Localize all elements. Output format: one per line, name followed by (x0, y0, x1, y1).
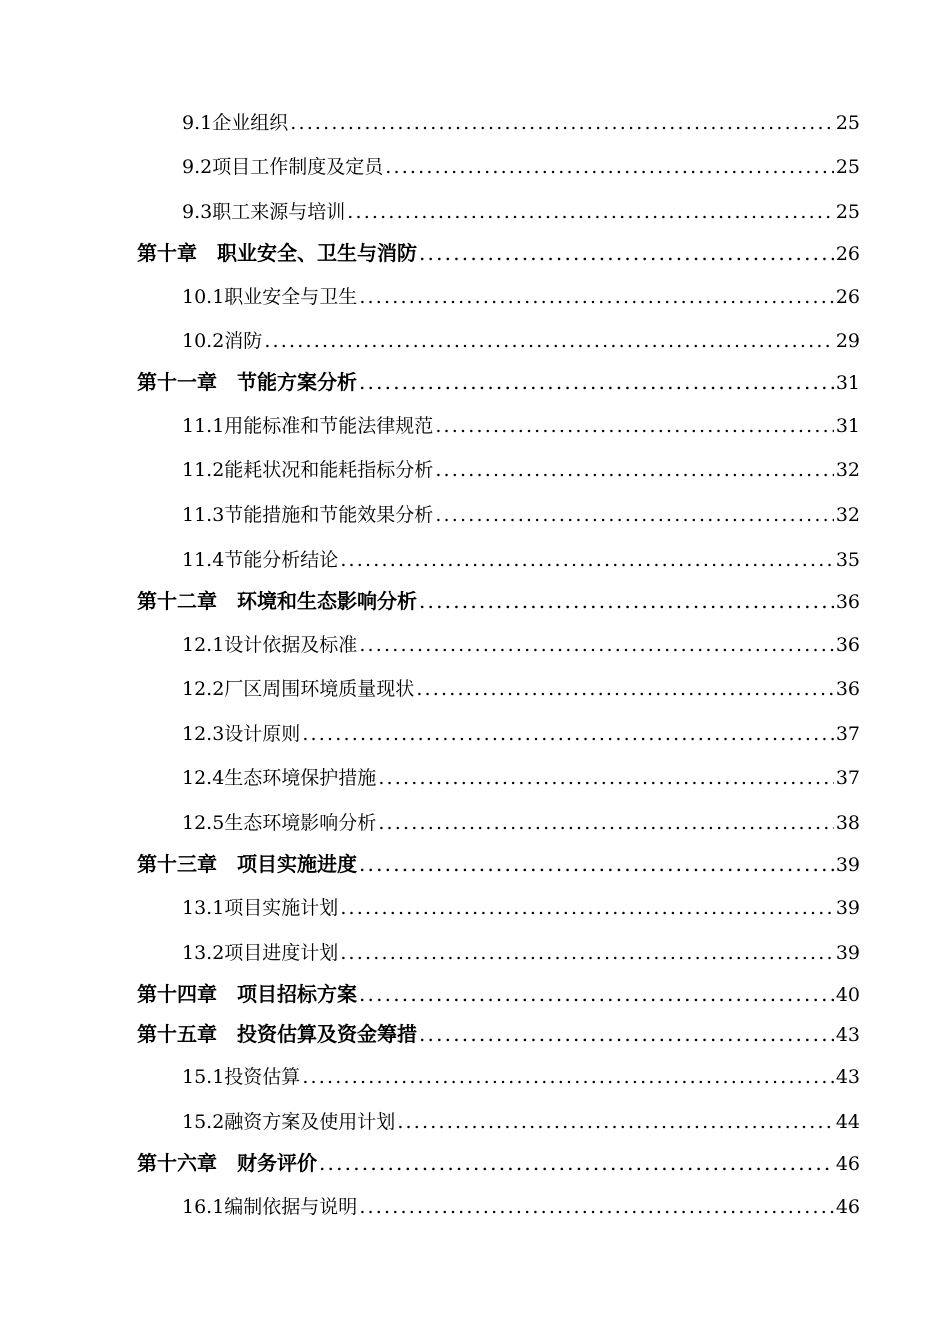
toc-page-number: 25 (835, 156, 860, 178)
toc-entry-title: 12.4生态环境保护措施 (182, 767, 377, 789)
toc-entry-title: 11.1用能标准和节能法律规范 (182, 415, 434, 437)
toc-page-number: 39 (835, 897, 860, 919)
toc-entry-title: 9.1企业组织 (182, 112, 289, 134)
toc-page-number: 29 (835, 330, 860, 352)
toc-section-entry (182, 197, 860, 224)
toc-page-number: 39 (835, 942, 860, 964)
toc-page-number: 43 (835, 1066, 860, 1088)
toc-entry-title: 15.1投资估算 (182, 1066, 301, 1088)
toc-chapter-entry (137, 366, 860, 395)
toc-section-entry (182, 630, 860, 657)
dot-leader (359, 286, 834, 308)
dot-leader (359, 982, 834, 1006)
toc-section-entry (182, 893, 860, 920)
dot-leader (302, 723, 834, 745)
toc-page-number: 35 (835, 549, 860, 571)
toc-entry-title: 15.2融资方案及使用计划 (182, 1111, 396, 1133)
dot-leader (378, 812, 834, 834)
toc-entry-title: 第十一章 节能方案分析 (137, 370, 357, 394)
toc-chapter-entry (137, 1147, 860, 1176)
dot-leader (435, 459, 834, 481)
toc-page-number: 25 (835, 201, 860, 223)
dot-leader (378, 767, 834, 789)
dot-leader (435, 415, 834, 437)
toc-entry-title: 第十六章 财务评价 (137, 1151, 317, 1175)
toc-section-entry (182, 326, 860, 353)
toc-page-number: 37 (835, 723, 860, 745)
dot-leader (340, 942, 834, 964)
toc-entry-title: 10.2消防 (182, 330, 263, 352)
toc-section-entry (182, 938, 860, 965)
toc-section-entry (182, 282, 860, 309)
toc-page-number: 26 (835, 243, 860, 265)
dot-leader (359, 370, 834, 394)
toc-page-number: 36 (835, 591, 860, 613)
toc-chapter-entry (137, 237, 860, 266)
toc-page-number: 39 (835, 854, 860, 876)
toc-section-entry (182, 108, 860, 135)
dot-leader (347, 201, 834, 223)
dot-leader (359, 634, 834, 656)
toc-entry-title: 12.3设计原则 (182, 723, 301, 745)
toc-page-number: 46 (835, 1153, 860, 1175)
toc-page-number: 32 (835, 504, 860, 526)
toc-entry-title: 13.2项目进度计划 (182, 942, 339, 964)
toc-section-entry (182, 455, 860, 482)
toc-section-entry (182, 763, 860, 790)
toc-entry-title: 第十五章 投资估算及资金筹措 (137, 1022, 417, 1046)
toc-entry-title: 第十二章 环境和生态影响分析 (137, 589, 417, 613)
toc-section-entry (182, 500, 860, 527)
toc-chapter-entry (137, 1018, 860, 1047)
toc-section-entry (182, 719, 860, 746)
dot-leader (416, 678, 834, 700)
toc-section-entry (182, 674, 860, 701)
toc-entry-title: 13.1项目实施计划 (182, 897, 339, 919)
toc-page-number: 38 (835, 812, 860, 834)
dot-leader (435, 504, 834, 526)
toc-entry-title: 第十章 职业安全、卫生与消防 (137, 241, 417, 265)
toc-entry-title: 11.3节能措施和节能效果分析 (182, 504, 434, 526)
toc-page-number: 36 (835, 634, 860, 656)
toc-page-number: 40 (835, 984, 860, 1006)
toc-page-number: 32 (835, 459, 860, 481)
dot-leader (264, 330, 834, 352)
toc-page-number: 26 (835, 286, 860, 308)
toc-page-number: 46 (835, 1196, 860, 1218)
toc-page-number: 43 (835, 1024, 860, 1046)
toc-section-entry (182, 411, 860, 438)
toc-chapter-entry (137, 978, 860, 1007)
toc-entry-title: 12.1设计依据及标准 (182, 634, 358, 656)
toc-page-number: 37 (835, 767, 860, 789)
toc-entry-title: 第十三章 项目实施进度 (137, 852, 357, 876)
toc-page-number: 25 (835, 112, 860, 134)
dot-leader (419, 241, 834, 265)
dot-leader (290, 112, 834, 134)
toc-page-number: 31 (835, 415, 860, 437)
toc-section-entry (182, 1062, 860, 1089)
toc-page-number: 44 (835, 1111, 860, 1133)
toc-entry-title: 第十四章 项目招标方案 (137, 982, 357, 1006)
toc-entry-title: 12.2厂区周围环境质量现状 (182, 678, 415, 700)
toc-section-entry (182, 808, 860, 835)
toc-entry-title: 11.4节能分析结论 (182, 549, 339, 571)
dot-leader (359, 852, 834, 876)
toc-page-number: 36 (835, 678, 860, 700)
toc-chapter-entry (137, 848, 860, 877)
toc-section-entry (182, 152, 860, 179)
toc-entry-title: 11.2能耗状况和能耗指标分析 (182, 459, 434, 481)
toc-section-entry (182, 545, 860, 572)
dot-leader (340, 897, 834, 919)
dot-leader (340, 549, 834, 571)
toc-chapter-entry (137, 585, 860, 614)
toc-section-entry (182, 1192, 860, 1219)
toc-section-entry (182, 1107, 860, 1134)
toc-entry-title: 10.1职业安全与卫生 (182, 286, 358, 308)
toc-entry-title: 12.5生态环境影响分析 (182, 812, 377, 834)
dot-leader (397, 1111, 834, 1133)
dot-leader (419, 1022, 834, 1046)
toc-entry-title: 9.3职工来源与培训 (182, 201, 346, 223)
dot-leader (302, 1066, 834, 1088)
toc-entry-title: 9.2项目工作制度及定员 (182, 156, 384, 178)
dot-leader (359, 1196, 834, 1218)
dot-leader (385, 156, 834, 178)
toc-entry-title: 16.1编制依据与说明 (182, 1196, 358, 1218)
dot-leader (419, 589, 834, 613)
dot-leader (319, 1151, 834, 1175)
toc-page-number: 31 (835, 372, 860, 394)
